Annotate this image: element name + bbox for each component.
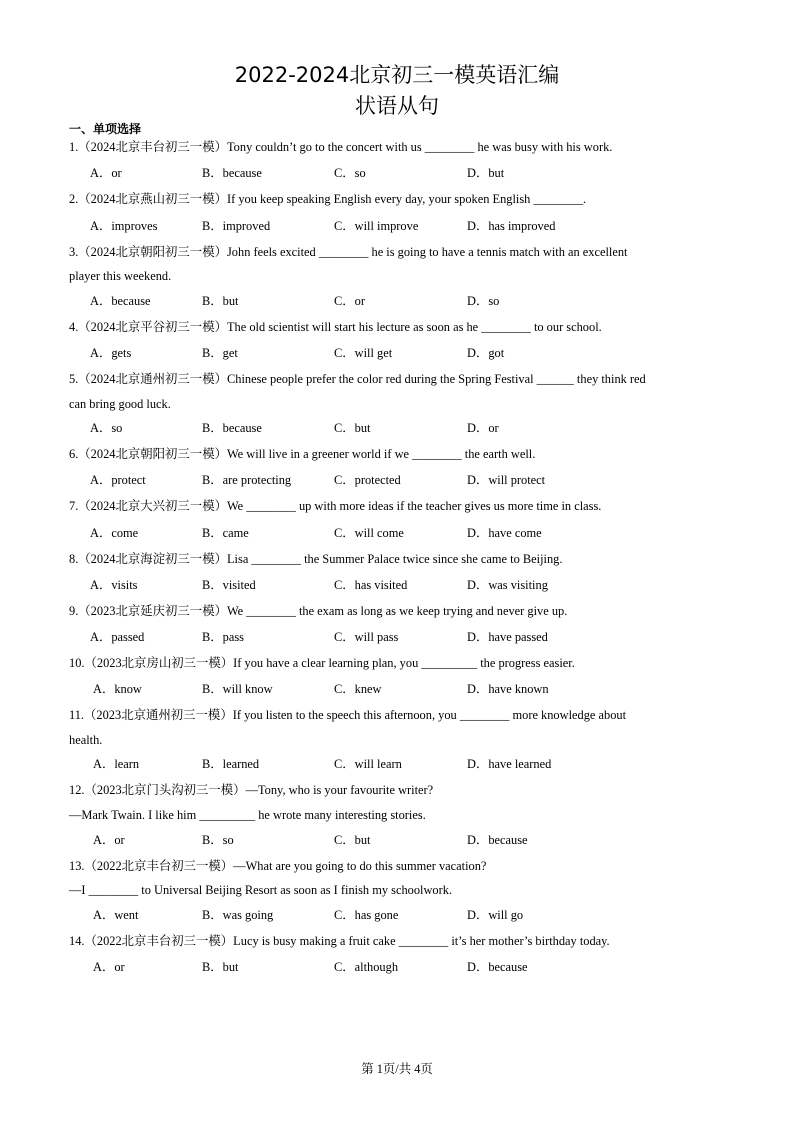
question-8-options bbox=[0, 577, 794, 593]
option-c: C．will get bbox=[334, 346, 393, 360]
option-d: D．or bbox=[467, 421, 499, 435]
question-11-options bbox=[0, 756, 794, 772]
option-c: C．but bbox=[334, 421, 371, 435]
question-1-text: 1.（2024北京丰台初三一模）Tony couldn’t go to the concert with us ________ he was busy with his work. bbox=[69, 140, 613, 154]
question-3-text: 3.（2024北京朝阳初三一模）John feels excited ________ he is going to have a tennis match with an excellent bbox=[69, 245, 628, 259]
option-b: B．because bbox=[202, 421, 262, 435]
option-a: A．went bbox=[93, 908, 139, 922]
option-d: D．have come bbox=[467, 526, 542, 540]
option-a: A．learn bbox=[93, 757, 140, 771]
option-a: A．know bbox=[93, 682, 142, 696]
option-a: A．visits bbox=[90, 578, 138, 592]
option-a: A．or bbox=[93, 960, 125, 974]
question-2-text: 2.（2024北京燕山初三一模）If you keep speaking English every day, your spoken English ________. bbox=[69, 192, 587, 206]
question-7-text: 7.（2024北京大兴初三一模）We ________ up with more ideas if the teacher gives us more time in class. bbox=[69, 499, 602, 513]
question-3-text-cont: player this weekend. bbox=[69, 269, 172, 283]
option-b: B．came bbox=[202, 526, 249, 540]
option-d: D．has improved bbox=[467, 219, 556, 233]
page-number: 第 1页/共 4页 bbox=[361, 1062, 433, 1076]
option-d: D．because bbox=[467, 960, 528, 974]
option-b: B．get bbox=[202, 346, 238, 360]
document-subtitle: 状语从句 bbox=[355, 94, 439, 118]
section-heading: 一、单项选择 bbox=[69, 122, 142, 136]
option-b: B．visited bbox=[202, 578, 256, 592]
option-d: D．was visiting bbox=[467, 578, 548, 592]
option-c: C．has visited bbox=[334, 578, 408, 592]
question-5-options bbox=[0, 420, 794, 436]
option-c: C．will pass bbox=[334, 630, 399, 644]
question-10-options bbox=[0, 681, 794, 697]
option-a: A．so bbox=[90, 421, 123, 435]
question-7-options bbox=[0, 525, 794, 541]
option-c: C．protected bbox=[334, 473, 401, 487]
question-13-text: 13.（2022北京丰台初三一模）—What are you going to do this summer vacation? bbox=[69, 859, 487, 873]
option-d: D．have passed bbox=[467, 630, 548, 644]
option-b: B．improved bbox=[202, 219, 271, 233]
option-d: D．so bbox=[467, 294, 500, 308]
question-12-options bbox=[0, 832, 794, 848]
option-d: D．got bbox=[467, 346, 505, 360]
option-c: C．but bbox=[334, 833, 371, 847]
option-a: A．come bbox=[90, 526, 139, 540]
question-4-text: 4.（2024北京平谷初三一模）The old scientist will start his lecture as soon as he ________ to our school. bbox=[69, 320, 602, 334]
question-9-options bbox=[0, 629, 794, 645]
option-a: A．or bbox=[93, 833, 125, 847]
option-b: B．but bbox=[202, 960, 239, 974]
option-a: A．gets bbox=[90, 346, 132, 360]
option-c: C．will come bbox=[334, 526, 404, 540]
question-14-options bbox=[0, 959, 794, 975]
option-a: A．passed bbox=[90, 630, 145, 644]
question-13-text-cont: —I ________ to Universal Beijing Resort as soon as I finish my schoolwork. bbox=[69, 883, 453, 897]
option-b: B．but bbox=[202, 294, 239, 308]
question-3-options bbox=[0, 293, 794, 309]
option-c: C．so bbox=[334, 166, 366, 180]
question-11-text: 11.（2023北京通州初三一模）If you listen to the speech this afternoon, you ________ more knowledge about bbox=[69, 708, 627, 722]
question-6-text: 6.（2024北京朝阳初三一模）We will live in a greener world if we ________ the earth well. bbox=[69, 447, 536, 461]
option-a: A．protect bbox=[90, 473, 146, 487]
question-13-options bbox=[0, 907, 794, 923]
option-c: C．will improve bbox=[334, 219, 419, 233]
question-8-text: 8.（2024北京海淀初三一模）Lisa ________ the Summer Palace twice since she came to Beijing. bbox=[69, 552, 563, 566]
question-6-options bbox=[0, 472, 794, 488]
question-12-text-cont: —Mark Twain. I like him _________ he wrote many interesting stories. bbox=[69, 808, 426, 822]
option-b: B．because bbox=[202, 166, 262, 180]
option-c: C．or bbox=[334, 294, 365, 308]
option-c: C．although bbox=[334, 960, 399, 974]
option-b: B．will know bbox=[202, 682, 273, 696]
question-12-text: 12.（2023北京门头沟初三一模）—Tony, who is your favourite writer? bbox=[69, 783, 434, 797]
option-c: C．has gone bbox=[334, 908, 399, 922]
option-d: D．will protect bbox=[467, 473, 546, 487]
option-d: D．have known bbox=[467, 682, 549, 696]
question-9-text: 9.（2023北京延庆初三一模）We ________ the exam as long as we keep trying and never give up. bbox=[69, 604, 568, 618]
question-11-text-cont: health. bbox=[69, 733, 103, 747]
option-a: A．or bbox=[90, 166, 122, 180]
option-b: B．was going bbox=[202, 908, 274, 922]
option-d: D．because bbox=[467, 833, 528, 847]
document-title: 2022-2024北京初三一模英语汇编 bbox=[234, 63, 560, 87]
question-10-text: 10.（2023北京房山初三一模）If you have a clear learning plan, you _________ the progress easier. bbox=[69, 656, 575, 670]
option-b: B．so bbox=[202, 833, 234, 847]
question-5-text-cont: can bring good luck. bbox=[69, 397, 171, 411]
option-c: C．knew bbox=[334, 682, 382, 696]
question-2-options bbox=[0, 218, 794, 234]
option-b: B．learned bbox=[202, 757, 260, 771]
option-b: B．are protecting bbox=[202, 473, 292, 487]
option-d: D．but bbox=[467, 166, 505, 180]
option-a: A．because bbox=[90, 294, 151, 308]
option-a: A．improves bbox=[90, 219, 158, 233]
question-4-options bbox=[0, 345, 794, 361]
option-c: C．will learn bbox=[334, 757, 402, 771]
question-5-text: 5.（2024北京通州初三一模）Chinese people prefer the color red during the Spring Festival ______ they think red bbox=[69, 372, 646, 386]
question-1-options bbox=[0, 165, 794, 181]
option-d: D．have learned bbox=[467, 757, 552, 771]
question-14-text: 14.（2022北京丰台初三一模）Lucy is busy making a fruit cake ________ it’s her mother’s birthday today. bbox=[69, 934, 610, 948]
option-b: B．pass bbox=[202, 630, 244, 644]
option-d: D．will go bbox=[467, 908, 524, 922]
